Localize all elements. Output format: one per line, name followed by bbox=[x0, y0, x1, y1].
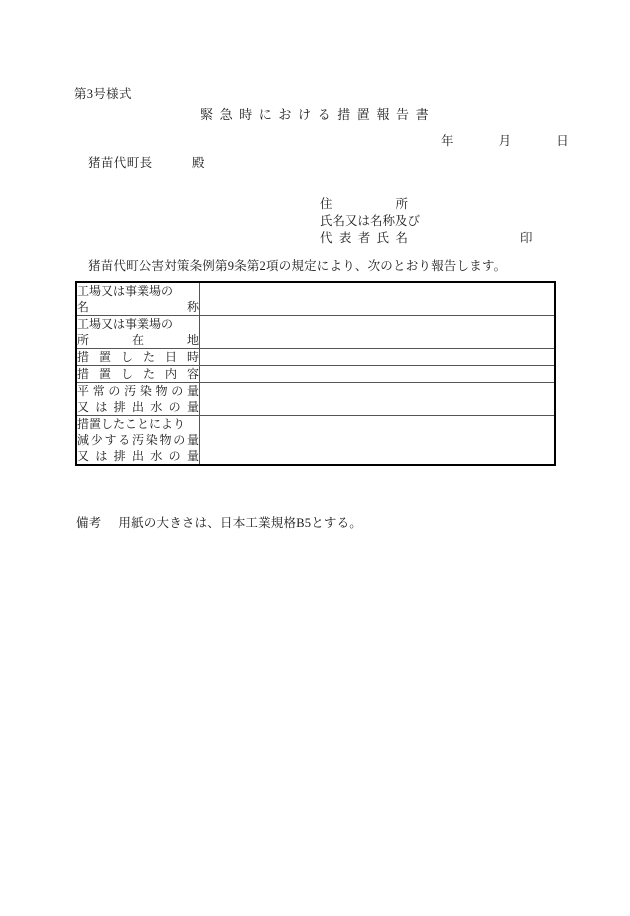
table-row bbox=[76, 349, 555, 366]
row-label-line: 平常の汚染物の量 bbox=[77, 384, 199, 398]
applicant-name-label-line2: 代表者氏名 bbox=[320, 231, 408, 245]
row-value-cell[interactable] bbox=[200, 416, 556, 466]
date-line: 年 月 日 bbox=[441, 134, 590, 148]
addressee: 猪苗代町長 bbox=[88, 156, 153, 170]
row-label-cell bbox=[76, 316, 200, 349]
form-number: 第3号様式 bbox=[74, 87, 132, 101]
table-row bbox=[76, 366, 555, 383]
row-value-cell[interactable] bbox=[200, 366, 556, 383]
table-row bbox=[76, 316, 555, 349]
table-row bbox=[76, 383, 555, 416]
row-label-cell bbox=[76, 416, 200, 466]
row-label-cell bbox=[76, 282, 200, 316]
document-title: 緊急時における措置報告書 bbox=[200, 107, 436, 122]
row-value-cell[interactable] bbox=[200, 383, 556, 416]
row-value-cell[interactable] bbox=[200, 316, 556, 349]
row-label-line: 減少する汚染物の量 bbox=[77, 433, 199, 447]
row-label-line: 措置した内容 bbox=[77, 367, 199, 381]
row-label-line: 又は排出水の量 bbox=[77, 400, 199, 414]
applicant-address-label: 住所 bbox=[320, 197, 408, 211]
applicant-name-row-2 bbox=[320, 230, 533, 247]
applicant-address-row bbox=[320, 196, 420, 213]
row-label-line: 措置したことにより bbox=[77, 417, 186, 431]
row-label-line: 措置した日時 bbox=[77, 350, 199, 364]
row-label-cell bbox=[76, 349, 200, 366]
row-value-cell[interactable] bbox=[200, 349, 556, 366]
footnote-text: 用紙の大きさは、日本工業規格B5とする。 bbox=[118, 516, 362, 530]
applicant-block bbox=[320, 196, 533, 247]
row-label-line: 工場又は事業場の bbox=[77, 284, 174, 298]
footnote-label: 備考 bbox=[76, 516, 102, 530]
row-label-line: 名称 bbox=[77, 300, 199, 314]
table-row bbox=[76, 282, 555, 316]
row-value-cell[interactable] bbox=[200, 282, 556, 316]
report-table-body bbox=[76, 282, 555, 465]
footnote bbox=[76, 513, 362, 531]
row-label-cell bbox=[76, 383, 200, 416]
seal-mark: 印 bbox=[520, 231, 533, 245]
row-label-cell bbox=[76, 366, 200, 383]
applicant-name-row-1 bbox=[320, 213, 420, 230]
applicant-name-label-line1: 氏名又は名称及び bbox=[320, 214, 421, 228]
row-label-line: 又は排出水の量 bbox=[77, 449, 199, 463]
addressee-honorific: 殿 bbox=[192, 156, 205, 170]
statement-text: 猪苗代町公害対策条例第9条第2項の規定により、次のとおり報告します。 bbox=[88, 259, 507, 273]
row-label-line: 工場又は事業場の bbox=[77, 317, 174, 331]
report-table bbox=[75, 281, 556, 466]
row-label-line: 所在地 bbox=[77, 333, 199, 347]
table-row bbox=[76, 416, 555, 466]
